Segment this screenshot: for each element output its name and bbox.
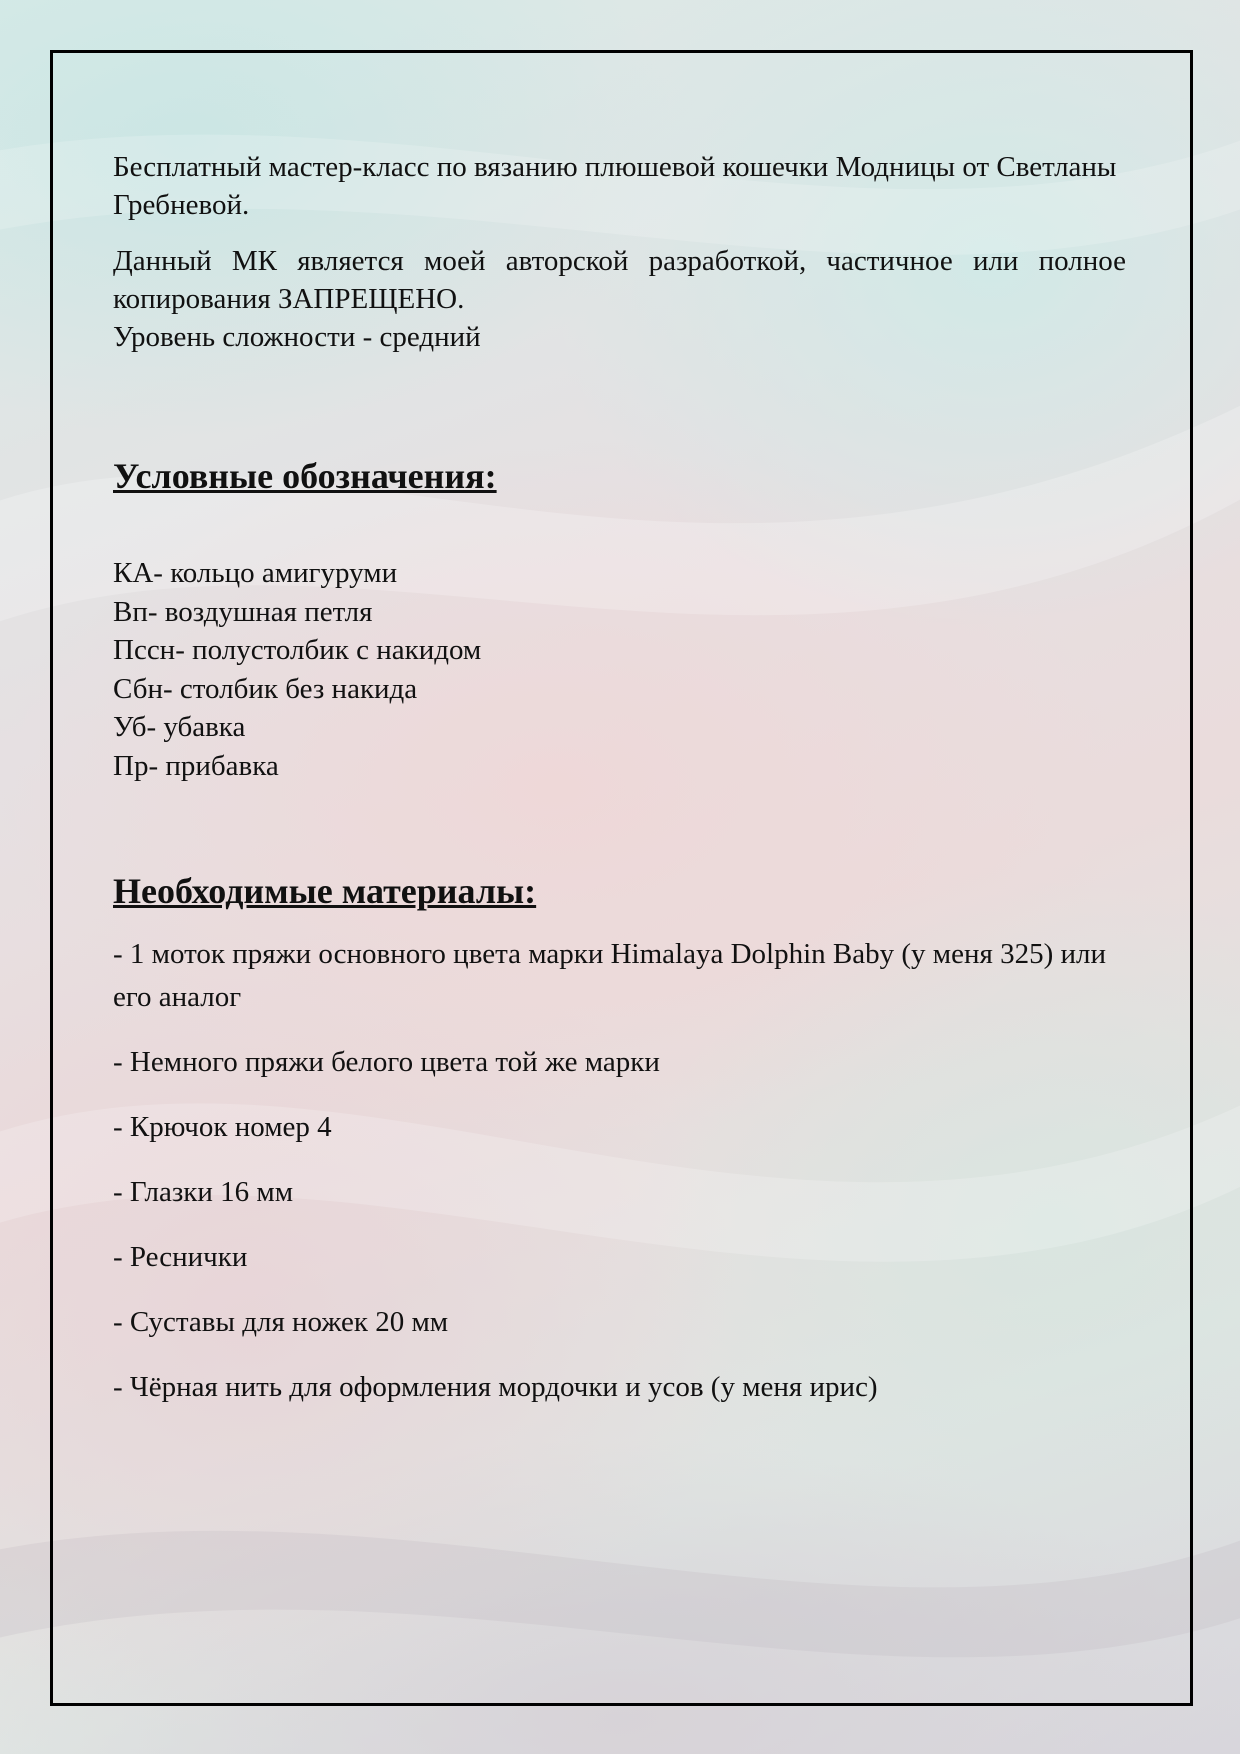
material-item: - Реснички bbox=[113, 1241, 248, 1273]
material-item: - Чёрная нить для оформления мордочки и усов (у меня ирис) bbox=[113, 1371, 878, 1403]
material-item: - 1 моток пряжи основного цвета марки Himalaya Dolphin Baby (у меня 325) или его аналог bbox=[113, 938, 1107, 1013]
difficulty-level: Уровень сложности - средний bbox=[113, 321, 481, 353]
legend-item: КА- кольцо амигуруми bbox=[113, 557, 398, 589]
materials-list bbox=[113, 933, 1126, 1409]
material-item: - Немного пряжи белого цвета той же марки bbox=[113, 1046, 660, 1078]
legend-item: Уб- убавка bbox=[113, 711, 246, 743]
material-item: - Крючок номер 4 bbox=[113, 1111, 332, 1143]
legend-item: Сбн- столбик без накида bbox=[113, 672, 418, 705]
material-item: - Глазки 16 мм bbox=[113, 1176, 294, 1208]
materials-heading: Необходимые материалы: bbox=[113, 871, 537, 911]
legend-item: Пр- прибавка bbox=[113, 749, 279, 782]
copyright-notice: Данный МК является моей авторской разработкой, частичное или полное копирования ЗАПРЕЩЕНО. bbox=[113, 245, 1126, 315]
legend-item: Вп- воздушная петля bbox=[113, 595, 373, 628]
legend-heading: Условные обозначения: bbox=[113, 456, 497, 496]
document-body bbox=[113, 148, 1126, 1431]
legend-list bbox=[113, 554, 1126, 785]
intro-paragraph: Бесплатный мастер-класс по вязанию плюшевой кошечки Модницы от Светланы Гребневой. bbox=[113, 151, 1117, 221]
material-item: - Суставы для ножек 20 мм bbox=[113, 1306, 449, 1338]
legend-item: Пссн- полустолбик с накидом bbox=[113, 634, 482, 666]
